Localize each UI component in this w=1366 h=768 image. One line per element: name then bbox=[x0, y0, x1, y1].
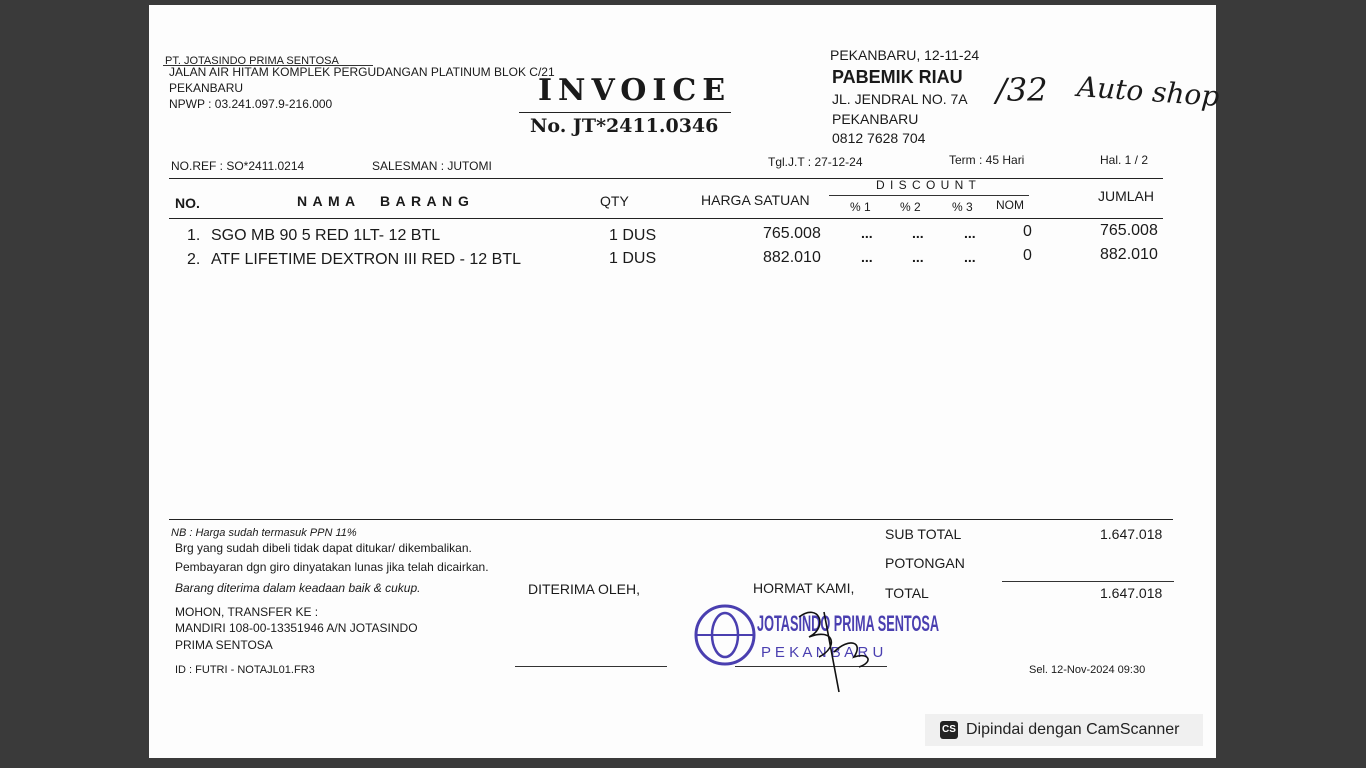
note-line2: Pembayaran dgn giro dinyatakan lunas jika telah dicairkan. bbox=[175, 560, 489, 574]
buyer-name: PABEMIK RIAU bbox=[832, 67, 963, 87]
col-no: NO. bbox=[175, 195, 200, 211]
buyer-city: PEKANBARU bbox=[832, 111, 919, 127]
subtotal-value: 1.647.018 bbox=[1100, 526, 1163, 542]
col-qty: QTY bbox=[600, 193, 629, 209]
place-date: PEKANBARU, 12-11-24 bbox=[830, 47, 980, 63]
col-d3: % 3 bbox=[952, 200, 973, 214]
row-d1: ... bbox=[861, 225, 873, 241]
row-d3: ... bbox=[964, 249, 976, 265]
note-ppn: NB : Harga sudah termasuk PPN 11% bbox=[171, 527, 357, 539]
ref-number: NO.REF : SO*2411.0214 bbox=[171, 159, 305, 173]
page-number: Hal. 1 / 2 bbox=[1100, 153, 1149, 167]
handwritten-note: Auto shop bbox=[1076, 70, 1221, 113]
invoice-number: No. JT*2411.0346 bbox=[530, 115, 719, 137]
row-jumlah: 882.010 bbox=[1100, 246, 1158, 263]
stamp-top-text: JOTASINDO PRIMA SENTOSA bbox=[757, 611, 940, 636]
user-id: ID : FUTRI - NOTAJL01.FR3 bbox=[175, 664, 315, 676]
received-signature-line bbox=[515, 666, 667, 667]
col-d1: % 1 bbox=[850, 200, 871, 214]
subtotal-label: SUB TOTAL bbox=[885, 526, 962, 542]
title-underline bbox=[519, 112, 731, 113]
invoice-page bbox=[149, 5, 1221, 758]
row-qty: 1 DUS bbox=[609, 250, 657, 267]
term: Term : 45 Hari bbox=[949, 153, 1025, 167]
row-nom: 0 bbox=[1023, 247, 1032, 264]
table-header-line bbox=[169, 218, 1163, 219]
seller-npwp: NPWP : 03.241.097.9-216.000 bbox=[169, 97, 333, 111]
transfer-bank: MANDIRI 108-00-13351946 A/N JOTASINDO bbox=[175, 621, 418, 635]
col-harga: HARGA SATUAN bbox=[701, 192, 810, 208]
invoice-title: INVOICE bbox=[538, 73, 732, 108]
row-harga: 882.010 bbox=[763, 249, 821, 266]
salesman: SALESMAN : JUTOMI bbox=[372, 159, 492, 173]
row-d1: ... bbox=[861, 249, 873, 265]
handwritten-number: /32 bbox=[996, 71, 1048, 109]
total-label: TOTAL bbox=[885, 585, 929, 601]
row-d2: ... bbox=[912, 225, 924, 241]
buyer-phone: 0812 7628 704 bbox=[832, 130, 926, 146]
camscanner-text: Dipindai dengan CamScanner bbox=[966, 721, 1180, 738]
row-nom: 0 bbox=[1023, 223, 1032, 240]
stamp-bottom-text: P E K A N B A R U bbox=[761, 644, 884, 661]
seller-name: PT. JOTASINDO PRIMA SENTOSA bbox=[165, 55, 339, 67]
row-no: 1. bbox=[187, 227, 201, 244]
total-line bbox=[1002, 581, 1174, 582]
row-harga: 765.008 bbox=[763, 225, 821, 242]
camscanner-watermark bbox=[925, 714, 1203, 746]
seller-address: JALAN AIR HITAM KOMPLEK PERGUDANGAN PLATINUM BLOK C/21 bbox=[169, 65, 555, 79]
total-value: 1.647.018 bbox=[1100, 585, 1163, 601]
row-name: SGO MB 90 5 RED 1LT- 12 BTL bbox=[211, 227, 441, 244]
discount-line bbox=[829, 195, 1029, 196]
discount-total-label: POTONGAN bbox=[885, 555, 965, 571]
received-by-label: DITERIMA OLEH, bbox=[528, 581, 641, 597]
table-top-line bbox=[169, 178, 1163, 179]
row-d3: ... bbox=[964, 225, 976, 241]
regards-label: HORMAT KAMI, bbox=[753, 580, 855, 596]
col-nama: N A M A B A R A N G bbox=[297, 193, 470, 209]
transfer-name: PRIMA SENTOSA bbox=[175, 638, 273, 652]
row-jumlah: 765.008 bbox=[1100, 222, 1158, 239]
print-timestamp: Sel. 12-Nov-2024 09:30 bbox=[1029, 664, 1146, 676]
col-d2: % 2 bbox=[900, 200, 921, 214]
col-discount: D I S C O U N T bbox=[876, 178, 977, 192]
note-line1: Brg yang sudah dibeli tidak dapat ditukar/ dikembalikan. bbox=[175, 541, 472, 555]
row-d2: ... bbox=[912, 249, 924, 265]
camscanner-icon: CS bbox=[940, 721, 958, 739]
transfer-title: MOHON, TRANSFER KE : bbox=[175, 605, 319, 619]
row-name: ATF LIFETIME DEXTRON III RED - 12 BTL bbox=[211, 251, 521, 268]
seller-city: PEKANBARU bbox=[169, 81, 244, 95]
signature-scribble bbox=[789, 597, 889, 697]
col-nom: NOM bbox=[996, 198, 1024, 212]
note-line3: Barang diterima dalam keadaan baik & cukup. bbox=[175, 581, 421, 595]
table-bottom-line bbox=[169, 519, 1173, 520]
col-jumlah: JUMLAH bbox=[1098, 188, 1155, 204]
buyer-address: JL. JENDRAL NO. 7A bbox=[832, 91, 968, 107]
row-qty: 1 DUS bbox=[609, 227, 657, 244]
row-no: 2. bbox=[187, 251, 201, 268]
due-date: Tgl.J.T : 27-12-24 bbox=[768, 155, 863, 169]
